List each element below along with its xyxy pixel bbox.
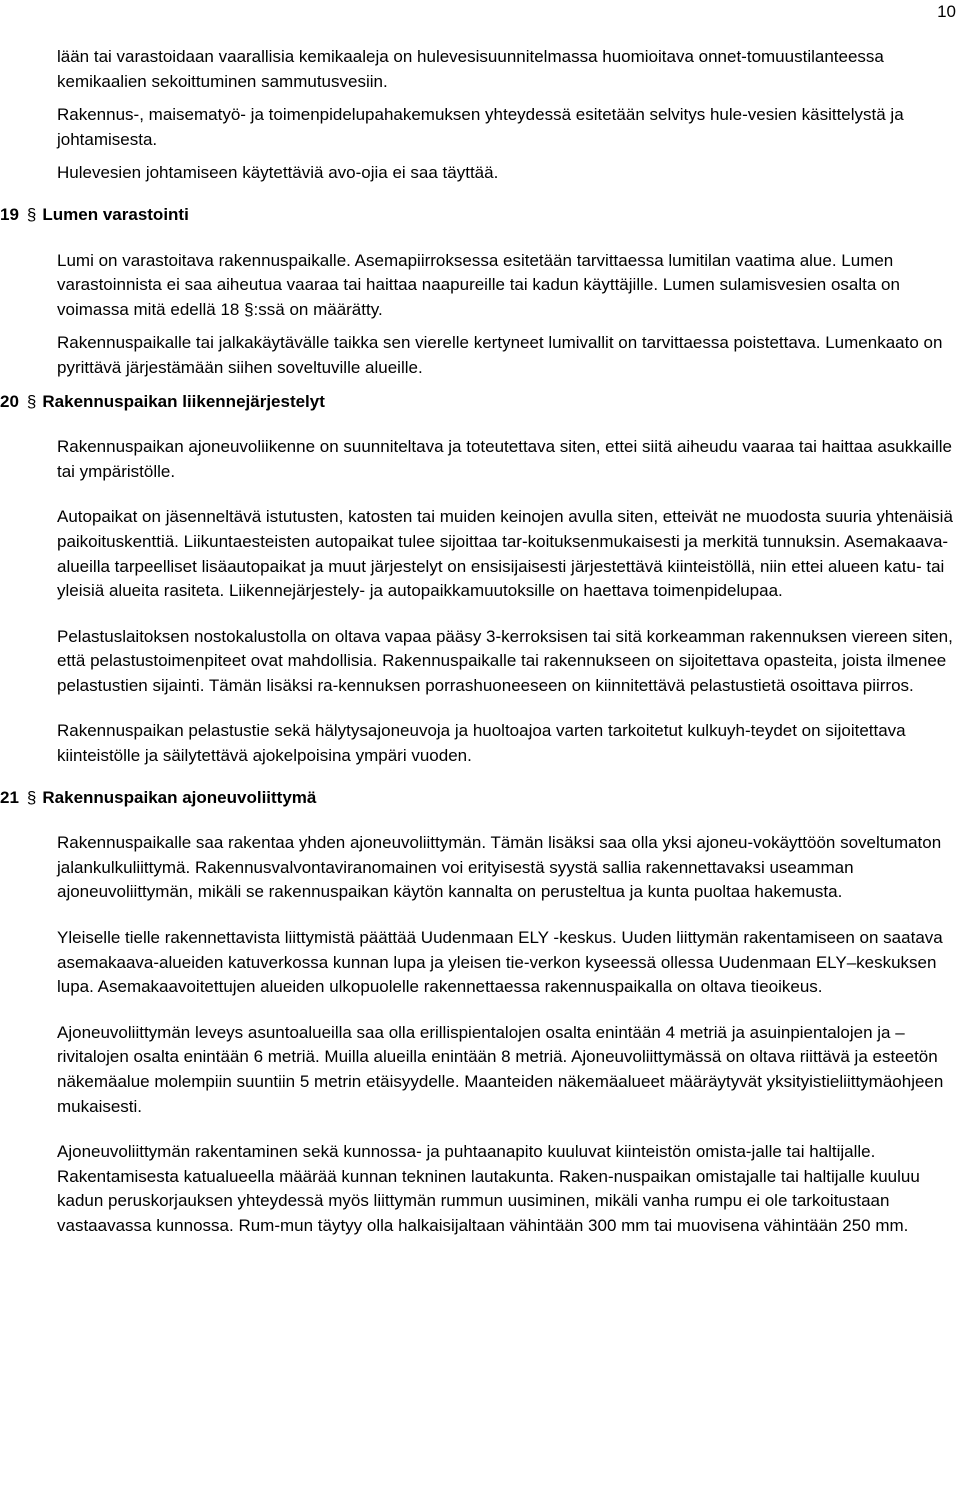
section-number: 21 — [0, 787, 19, 807]
section-number: 20 — [0, 391, 19, 411]
section-sign: § — [26, 787, 37, 807]
section-sign: § — [26, 391, 37, 411]
section-title: Rakennuspaikan liikennejärjestelyt — [42, 391, 325, 411]
paragraph: Ajoneuvoliittymän leveys asuntoalueilla saa olla erillispientalojen osalta enintään 4 metriä ja asuinpientalojen ja –rivitalojen osalta enintään 6 metriä. Muilla alueilla enintään 8 metriä. Ajoneuvoliittymässä on oltava riittävä ja esteetön näkemäalue molempiin suuntiin 5 metrin etäisyydelle. Maanteiden näkemäalueet määräytyvät yksityistieliittymäohjeen mukaisesti. — [57, 1022, 944, 1116]
section-sign: § — [26, 204, 37, 224]
section-title: Rakennuspaikan ajoneuvoliittymä — [42, 787, 317, 807]
paragraph: Pelastuslaitoksen nostokalustolla on oltava vapaa pääsy 3-kerroksisen tai sitä korkeamman rakennuksen viereen siten, että pelastustoimenpiteet ovat mahdollisia. Rakennuspaikalle tai rakennukseen on sijoitettava opasteita, joista ilmenee pelastustien sijainti. Tämän lisäksi ra-kennuksen porrashuoneeseen on kiinnitettävä pelastustietä osoittava piirros. — [57, 626, 953, 695]
paragraph: Autopaikat on jäsenneltävä istutusten, katosten tai muiden keinojen avulla siten, etteivät ne muodosta suuria yhtenäisiä paikoituskenttiä. Liikuntaesteisten autopaikat tulee sijoittaa tar-koituksenmukaisesti ja merkitä tunnuksin. Asemakaava-alueilla tarpeelliset lisäautopaikat ja muut järjestelyt on ensisijaisesti järjestettävä kiinteistöllä, niin ettei alueen katu- tai yleisiä alueita rasiteta. Liikennejärjestely- ja autopaikkamuutoksille on haettava toimenpidelupaa. — [57, 507, 953, 601]
section-number: 19 — [0, 204, 19, 224]
section-heading-21 — [0, 786, 960, 811]
section-heading-20 — [0, 390, 960, 415]
paragraph: Hulevesien johtamiseen käytettäviä avo-ojia ei saa täyttää. — [57, 163, 499, 183]
paragraph: Ajoneuvoliittymän rakentaminen sekä kunnossa- ja puhtaanapito kuuluvat kiinteistön omista-jalle tai haltijalle. Rakentamisesta katualueella määrää kunnan tekninen lautakunta. Raken-nuspaikan omistajalle tai haltijalle kuuluu kadun peruskorjauksen yhteydessä myös liittymän rummun uusiminen, mikäli vanha rumpu ei ole tarkoitustaan vastaavassa kunnossa. Rum-mun täytyy olla halkaisijaltaan vähintään 300 mm tai muovisena vähintään 250 mm. — [57, 1142, 920, 1235]
paragraph: Rakennuspaikan pelastustie sekä hälytysajoneuvoja ja huoltoajoa varten tarkoitetut kulkuyh-teydet on sijoitettava kiinteistölle ja säilytettävä ajokelpoisina ympäri vuoden. — [57, 721, 906, 766]
section-heading-19 — [0, 203, 960, 228]
paragraph: Rakennuspaikan ajoneuvoliikenne on suunniteltava ja toteutettava siten, ettei siitä aiheudu vaaraa tai haittaa asukkaille tai ympäristölle. — [57, 437, 952, 481]
paragraph: Rakennuspaikalle saa rakentaa yhden ajoneuvoliittymän. Tämän lisäksi saa olla yksi ajoneu-vokäyttöön soveltumaton jalankulkuliittymä. Rakennusvalvontaviranomainen voi erityisestä syystä sallia rakennettavaksi useamman ajoneuvoliittymän, mikäli se rakennuspaikan käytön kannalta on perusteltua ja kunta puoltaa hakemusta. — [57, 833, 942, 902]
document-body — [0, 45, 960, 1239]
paragraph: Rakennus-, maisematyö- ja toimenpidelupahakemuksen yhteydessä esitetään selvitys hule-vesien käsittelystä ja johtamisesta. — [57, 105, 904, 149]
paragraph: Rakennuspaikalle tai jalkakäytävälle taikka sen vierelle kertyneet lumivallit on tarvittaessa poistettava. Lumenkaato on pyrittävä järjestämään siihen soveltuville alueille. — [57, 333, 943, 377]
paragraph: Yleiselle tielle rakennettavista liittymistä päättää Uudenmaan ELY -keskus. Uuden liittymän rakentamiseen on saatava asemakaava-alueiden katuverkossa kunnan lupa ja yleisen tie-verkon kyseessä ollessa Uudenmaan ELY–keskuksen lupa. Asemakaavoitettujen alueiden ulkopuolelle rakennettaessa rakennuspaikalla on oltava tieoikeus. — [57, 928, 943, 997]
paragraph: Lumi on varastoitava rakennuspaikalle. Asemapiirroksessa esitetään tarvittaessa lumitilan vaatima alue. Lumen varastoinnista ei saa aiheutua vaaraa tai haittaa naapureille tai kadun käyttäjille. Lumen sulamisvesien osalta on voimassa mitä edellä 18 §:ssä on määrätty. — [57, 250, 900, 319]
section-title: Lumen varastointi — [42, 204, 189, 224]
page-number: 10 — [937, 2, 956, 21]
paragraph: lään tai varastoidaan vaarallisia kemikaaleja on hulevesisuunnitelmassa huomioitava onnet-tomuustilanteessa kemikaalien sekoittuminen sammutusvesiin. — [57, 47, 884, 91]
